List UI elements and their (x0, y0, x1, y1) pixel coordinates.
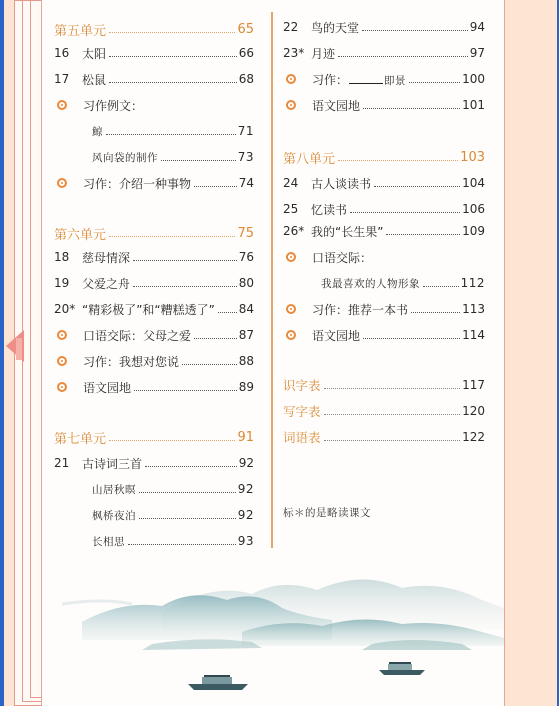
entry-title: 词语表 (283, 430, 321, 445)
entry-title: 我最喜欢的人物形象 (321, 277, 420, 290)
entry-title: 松鼠 (82, 72, 107, 87)
toc-subentry[interactable] (92, 530, 254, 552)
toc-entry[interactable]: 23* 月迹 97 (283, 46, 485, 61)
page-number: 74 (238, 176, 254, 190)
page-number: 75 (237, 225, 254, 241)
bullet-icon (57, 178, 67, 188)
toc-subentry[interactable] (92, 146, 254, 168)
bullet-icon (286, 304, 296, 314)
bullet-icon (286, 252, 296, 262)
footnote: 标＊的是略读课文 (283, 507, 371, 519)
toc-unit-5[interactable] (54, 18, 254, 40)
bullet-icon (57, 330, 67, 340)
book-frame (4, 0, 557, 706)
bookmark-ribbon-tail (16, 338, 22, 360)
toc-entry[interactable] (283, 246, 485, 268)
entry-title: 忆读书 (311, 202, 348, 217)
toc-entry[interactable] (54, 172, 254, 194)
page-number: 120 (462, 404, 485, 418)
toc-page (41, 0, 505, 706)
page-number: 73 (237, 150, 254, 164)
entry-title: 父爱之舟 (82, 276, 131, 291)
toc-entry[interactable]: 25 忆读书 106 (283, 202, 485, 217)
entry-title: 风向袋的制作 (92, 151, 158, 164)
page-number: 106 (462, 202, 485, 216)
entry-title: 习作： 即景 (312, 72, 407, 87)
page-number: 122 (462, 430, 485, 444)
bullet-icon (57, 382, 67, 392)
entry-title: 山居秋暝 (92, 483, 136, 496)
unit-title: 第八单元 (283, 151, 336, 167)
page-number: 89 (238, 380, 254, 394)
page-number: 91 (237, 429, 254, 445)
unit-title: 第五单元 (54, 23, 107, 39)
entry-title: 口语交际： (312, 250, 373, 265)
entry-title: 我的“长生果” (311, 224, 384, 239)
unit-title: 第六单元 (54, 227, 107, 243)
toc-entry[interactable] (54, 376, 254, 398)
bullet-icon (286, 330, 296, 340)
toc-entry[interactable]: 24 古人谈读书 104 (283, 176, 485, 191)
toc-entry[interactable]: 17 松鼠 68 (54, 72, 254, 87)
entry-title: 古人谈读书 (311, 176, 372, 191)
entry-title: 习作：推荐一本书 (312, 302, 409, 317)
bullet-icon (57, 356, 67, 366)
page-number: 88 (238, 354, 254, 368)
page-number: 101 (462, 98, 485, 112)
entry-title: 语文园地 (312, 328, 361, 343)
toc-entry[interactable]: 18 慈母情深 76 (54, 250, 254, 265)
page-number: 113 (462, 302, 485, 316)
page-number: 112 (460, 276, 485, 290)
toc-glossary-entry[interactable] (283, 426, 485, 448)
entry-title: 月迹 (311, 46, 336, 61)
page-number: 80 (238, 276, 254, 290)
page-number: 71 (237, 124, 254, 138)
boat-icon (188, 675, 248, 690)
page-number: 104 (462, 176, 485, 190)
toc-entry[interactable] (283, 324, 485, 346)
toc-unit-7[interactable] (54, 426, 254, 448)
toc-entry[interactable]: 19 父爱之舟 80 (54, 276, 254, 291)
page-number: 84 (238, 302, 254, 316)
page-number: 117 (462, 378, 485, 392)
toc-unit-6[interactable] (54, 222, 254, 244)
boat-icon (379, 662, 425, 675)
page-number: 92 (237, 482, 254, 496)
page-number: 92 (237, 508, 254, 522)
toc-entry[interactable] (54, 350, 254, 372)
toc-subentry[interactable] (92, 120, 254, 142)
entry-title: 口语交际：父母之爱 (83, 328, 192, 343)
page-number: 87 (238, 328, 254, 342)
entry-title: 习作：我想对您说 (83, 354, 180, 369)
toc-entry[interactable] (54, 324, 254, 346)
column-divider (271, 12, 273, 548)
toc-entry[interactable]: 22 鸟的天堂 94 (283, 20, 485, 35)
page-number: 76 (238, 250, 254, 264)
toc-entry[interactable]: 16 太阳 66 (54, 46, 254, 61)
entry-title: 习作：介绍一种事物 (83, 176, 192, 191)
toc-subentry[interactable] (92, 504, 254, 526)
page-number: 109 (462, 224, 485, 238)
toc-entry[interactable] (283, 94, 485, 116)
toc-entry[interactable] (54, 94, 254, 116)
page-number: 92 (238, 456, 254, 470)
toc-entry[interactable]: 26* 我的“长生果” 109 (283, 224, 485, 239)
toc-entry[interactable]: 20* “精彩极了”和“糟糕透了” 84 (54, 302, 254, 317)
toc-unit-8[interactable] (283, 146, 485, 168)
entry-title: 鸟的天堂 (311, 20, 360, 35)
entry-title: 写字表 (283, 404, 321, 419)
toc-subentry[interactable] (92, 478, 254, 500)
toc-glossary-entry[interactable] (283, 400, 485, 422)
entry-title: “精彩极了”和“糟糕透了” (82, 302, 215, 317)
page-number: 114 (462, 328, 485, 342)
page-number: 103 (460, 149, 485, 165)
toc-subentry[interactable] (321, 272, 485, 294)
entry-title: 识字表 (283, 378, 321, 393)
page-number: 100 (462, 72, 485, 86)
toc-entry[interactable] (283, 68, 485, 90)
entry-title: 太阳 (82, 46, 107, 61)
entry-title: 慈母情深 (82, 250, 131, 265)
bullet-icon (57, 100, 67, 110)
toc-entry[interactable]: 21 古诗词三首 92 (54, 456, 254, 471)
page-number: 68 (238, 72, 254, 86)
page-number: 93 (237, 534, 254, 548)
toc-entry[interactable] (283, 298, 485, 320)
fill-in-blank (349, 73, 383, 84)
entry-title: 枫桥夜泊 (92, 509, 136, 522)
page-number: 94 (469, 20, 485, 34)
unit-title: 第七单元 (54, 431, 107, 447)
page-number: 66 (238, 46, 254, 60)
toc-glossary-entry[interactable] (283, 374, 485, 396)
page-number: 65 (237, 21, 254, 37)
page-number: 97 (469, 46, 485, 60)
landscape-illustration (42, 560, 504, 706)
bullet-icon (286, 100, 296, 110)
entry-title: 习作例文： (83, 98, 144, 113)
entry-title: 语文园地 (312, 98, 361, 113)
entry-title: 语文园地 (83, 380, 132, 395)
entry-title: 长相思 (92, 535, 125, 548)
entry-title: 鲸 (92, 125, 103, 138)
entry-title: 古诗词三首 (82, 456, 143, 471)
bullet-icon (286, 74, 296, 84)
